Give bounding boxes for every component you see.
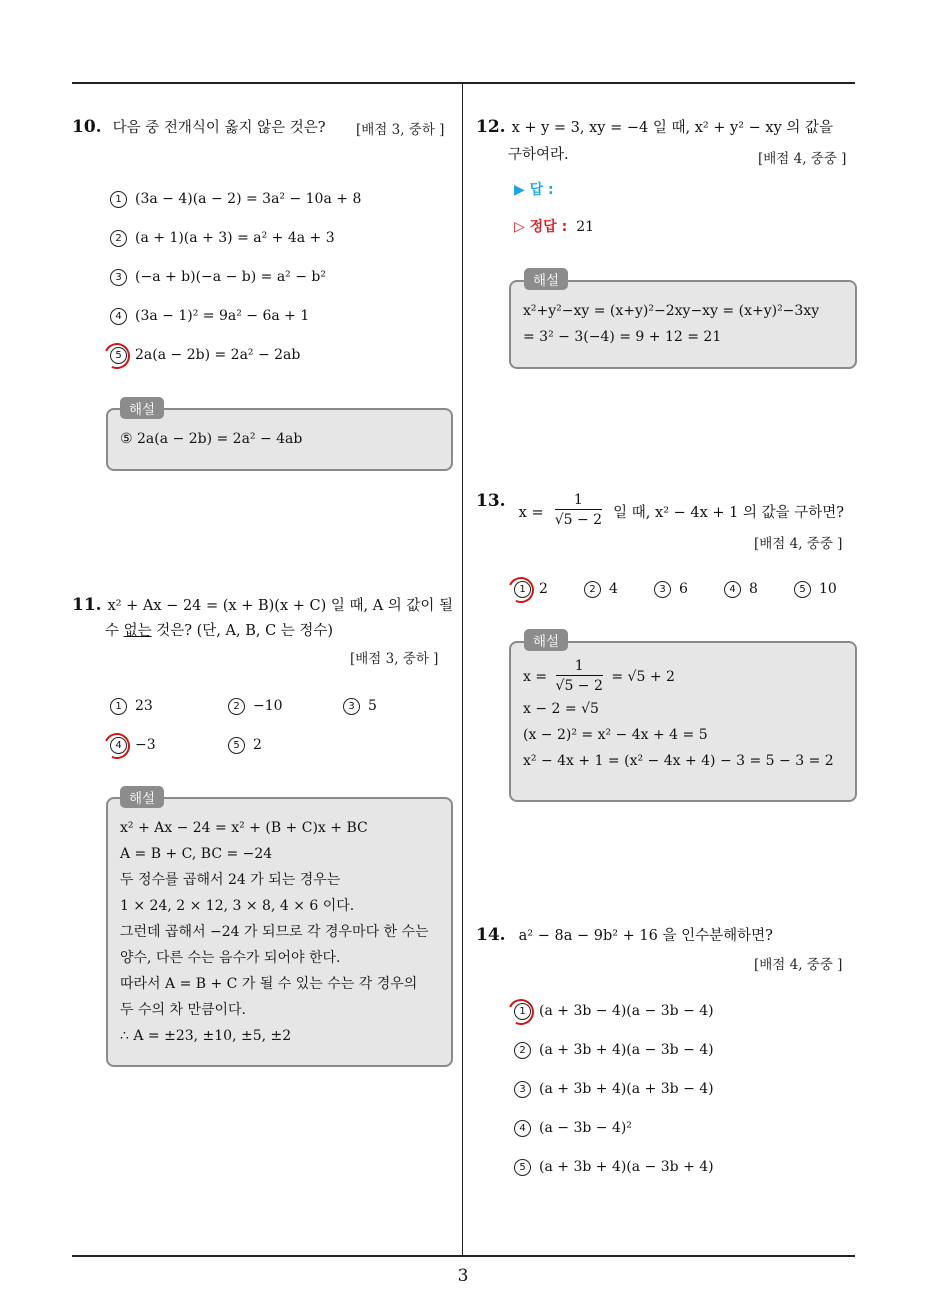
correct-answer-mark (504, 995, 537, 1028)
explanation-line: 그런데 곱해서 −24 가 되므로 각 경우마다 한 수는 (120, 924, 429, 940)
explanation-line: x − 2 = √5 (523, 701, 599, 717)
correct-answer-mark (100, 729, 133, 762)
correct-answer (514, 216, 594, 236)
option-text: 5 (368, 698, 377, 714)
question-number: 14. (476, 925, 506, 945)
option-text: −10 (253, 698, 283, 714)
question-number: 11. (72, 595, 102, 615)
option-number: 4 (724, 581, 741, 598)
correct-answer-value: 21 (576, 219, 595, 235)
option-3[interactable] (343, 698, 377, 715)
option-text: (a + 3b + 4)(a − 3b − 4) (539, 1042, 714, 1058)
option-text: (a + 3b + 4)(a − 3b + 4) (539, 1159, 714, 1175)
option-number: 1 (110, 191, 127, 208)
question-11 (72, 594, 457, 643)
question-text: 다음 중 전개식이 옳지 않은 것은? (112, 120, 326, 136)
option-number: 3 (654, 581, 671, 598)
explanation-tab: 해설 (120, 786, 164, 808)
bottom-rule (72, 1255, 855, 1257)
column-divider (462, 84, 463, 1256)
option-3[interactable] (514, 1081, 714, 1098)
option-number: 3 (110, 269, 127, 286)
question-text: 구하여라. (508, 147, 569, 163)
option-number: 2 (514, 1042, 531, 1059)
option-5[interactable] (794, 581, 837, 598)
option-1[interactable] (110, 191, 361, 208)
option-text: −3 (135, 737, 156, 753)
option-text: 10 (819, 581, 837, 597)
option-text: (−a + b)(−a − b) = a² − b² (135, 269, 326, 285)
correct-answer-mark (100, 339, 133, 372)
option-5[interactable] (514, 1159, 714, 1176)
option-1[interactable] (110, 698, 153, 715)
option-3[interactable] (110, 269, 326, 286)
explanation-line: x² + Ax − 24 = x² + (B + C)x + BC (120, 820, 368, 836)
option-number: 5 (110, 347, 127, 364)
explanation-line: x² − 4x + 1 = (x² − 4x + 4) − 3 = 5 − 3 = 2 (523, 753, 834, 769)
question-text: a² − 8a − 9b² + 16 을 인수분해하면? (518, 928, 773, 944)
question-meta: [배점 4, 중중 ] (754, 957, 843, 973)
fraction (555, 491, 602, 530)
option-text: (a + 3b − 4)(a − 3b − 4) (539, 1003, 714, 1019)
answer-input-label[interactable]: ▶ 답 : (514, 182, 554, 198)
option-5[interactable] (228, 737, 262, 754)
question-10 (72, 116, 326, 140)
explanation-text: x = (523, 669, 548, 685)
option-text: 2 (539, 581, 548, 597)
question-text: 것은? (단, A, B, C 는 정수) (151, 623, 334, 639)
option-text: 2a(a − 2b) = 2a² − 2ab (135, 347, 301, 363)
explanation-line: = 3² − 3(−4) = 9 + 12 = 21 (523, 329, 722, 345)
question-text: x = (518, 505, 544, 521)
question-number: 12. (476, 117, 506, 137)
fraction-numerator: 1 (556, 657, 603, 676)
option-4[interactable] (724, 581, 758, 598)
option-5[interactable] (110, 347, 300, 364)
question-meta: [배점 4, 중중 ] (754, 536, 843, 552)
option-number: 5 (794, 581, 811, 598)
option-number: 4 (514, 1120, 531, 1137)
underlined-text: 없는 (123, 623, 152, 639)
option-text: (a + 3b + 4)(a + 3b − 4) (539, 1081, 714, 1097)
explanation-line: A = B + C, BC = −24 (120, 846, 273, 862)
option-text: 4 (609, 581, 618, 597)
option-number: 2 (584, 581, 601, 598)
option-text: 8 (749, 581, 758, 597)
option-3[interactable] (654, 581, 688, 598)
explanation-line: 양수, 다른 수는 음수가 되어야 한다. (120, 950, 341, 966)
option-number: 5 (228, 737, 245, 754)
explanation-line: 1 × 24, 2 × 12, 3 × 8, 4 × 6 이다. (120, 898, 355, 914)
explanation-text: = √5 + 2 (611, 669, 675, 685)
option-number: 5 (514, 1159, 531, 1176)
question-14 (476, 924, 773, 948)
option-text: (a − 3b − 4)² (539, 1120, 632, 1136)
option-number: 3 (514, 1081, 531, 1098)
explanation-box (106, 797, 453, 1067)
option-text: (a + 1)(a + 3) = a² + 4a + 3 (135, 230, 335, 246)
explanation-line: ⑤ 2a(a − 2b) = 2a² − 4ab (120, 431, 303, 447)
question-text: 일 때, x² − 4x + 1 의 값을 구하면? (613, 505, 845, 521)
fraction (556, 657, 603, 696)
option-text: (3a − 4)(a − 2) = 3a² − 10a + 8 (135, 191, 362, 207)
fraction-denominator: √5 − 2 (555, 678, 603, 694)
option-number: 2 (110, 230, 127, 247)
option-text: (3a − 1)² = 9a² − 6a + 1 (135, 308, 310, 324)
option-1[interactable] (514, 1003, 714, 1020)
option-text: 6 (679, 581, 688, 597)
question-meta: [배점 3, 중하 ] (350, 651, 439, 667)
question-text: x + y = 3, xy = −4 일 때, x² + y² − xy 의 값을 (511, 120, 834, 136)
explanation-line: 따라서 A = B + C 가 될 수 있는 수는 각 경우의 (120, 976, 418, 992)
top-rule (72, 82, 855, 84)
explanation-line (523, 657, 843, 696)
option-2[interactable] (514, 1042, 714, 1059)
question-text: x² + Ax − 24 = (x + B)(x + C) 일 때, A 의 값이 될 (107, 598, 454, 614)
option-2[interactable] (110, 230, 335, 247)
correct-answer-mark (504, 573, 537, 606)
option-number: 1 (514, 1003, 531, 1020)
question-number: 10. (72, 117, 102, 137)
explanation-tab: 해설 (524, 629, 568, 651)
option-number: 2 (228, 698, 245, 715)
explanation-box (509, 280, 857, 369)
explanation-line: 두 수의 차 만큼이다. (120, 1002, 246, 1018)
option-number: 3 (343, 698, 360, 715)
option-2[interactable] (584, 581, 618, 598)
question-number: 13. (476, 491, 506, 511)
option-number: 1 (514, 581, 531, 598)
option-4[interactable] (110, 308, 309, 325)
question-meta: [배점 3, 중하 ] (356, 122, 445, 138)
option-text: 2 (253, 737, 262, 753)
question-meta: [배점 4, 중중 ] (758, 151, 847, 167)
explanation-tab: 해설 (524, 268, 568, 290)
explanation-line: x²+y²−xy = (x+y)²−2xy−xy = (x+y)²−3xy (523, 303, 820, 319)
option-number: 1 (110, 698, 127, 715)
fraction-numerator: 1 (555, 491, 602, 510)
explanation-line: ∴ A = ±23, ±10, ±5, ±2 (120, 1028, 292, 1044)
option-2[interactable] (228, 698, 283, 715)
option-4[interactable] (514, 1120, 632, 1137)
page-number: 3 (457, 1266, 469, 1286)
explanation-tab: 해설 (120, 397, 164, 419)
explanation-line: 두 정수를 곱해서 24 가 되는 경우는 (120, 872, 341, 888)
fraction-denominator: √5 − 2 (554, 512, 603, 528)
question-text: 수 (105, 623, 124, 639)
option-number: 4 (110, 737, 127, 754)
explanation-box (509, 641, 857, 802)
option-number: 4 (110, 308, 127, 325)
explanation-line: (x − 2)² = x² − 4x + 4 = 5 (523, 727, 708, 743)
question-13 (476, 491, 844, 530)
correct-answer-label: ▷ 정답 : (514, 219, 568, 235)
option-text: 23 (135, 698, 153, 714)
